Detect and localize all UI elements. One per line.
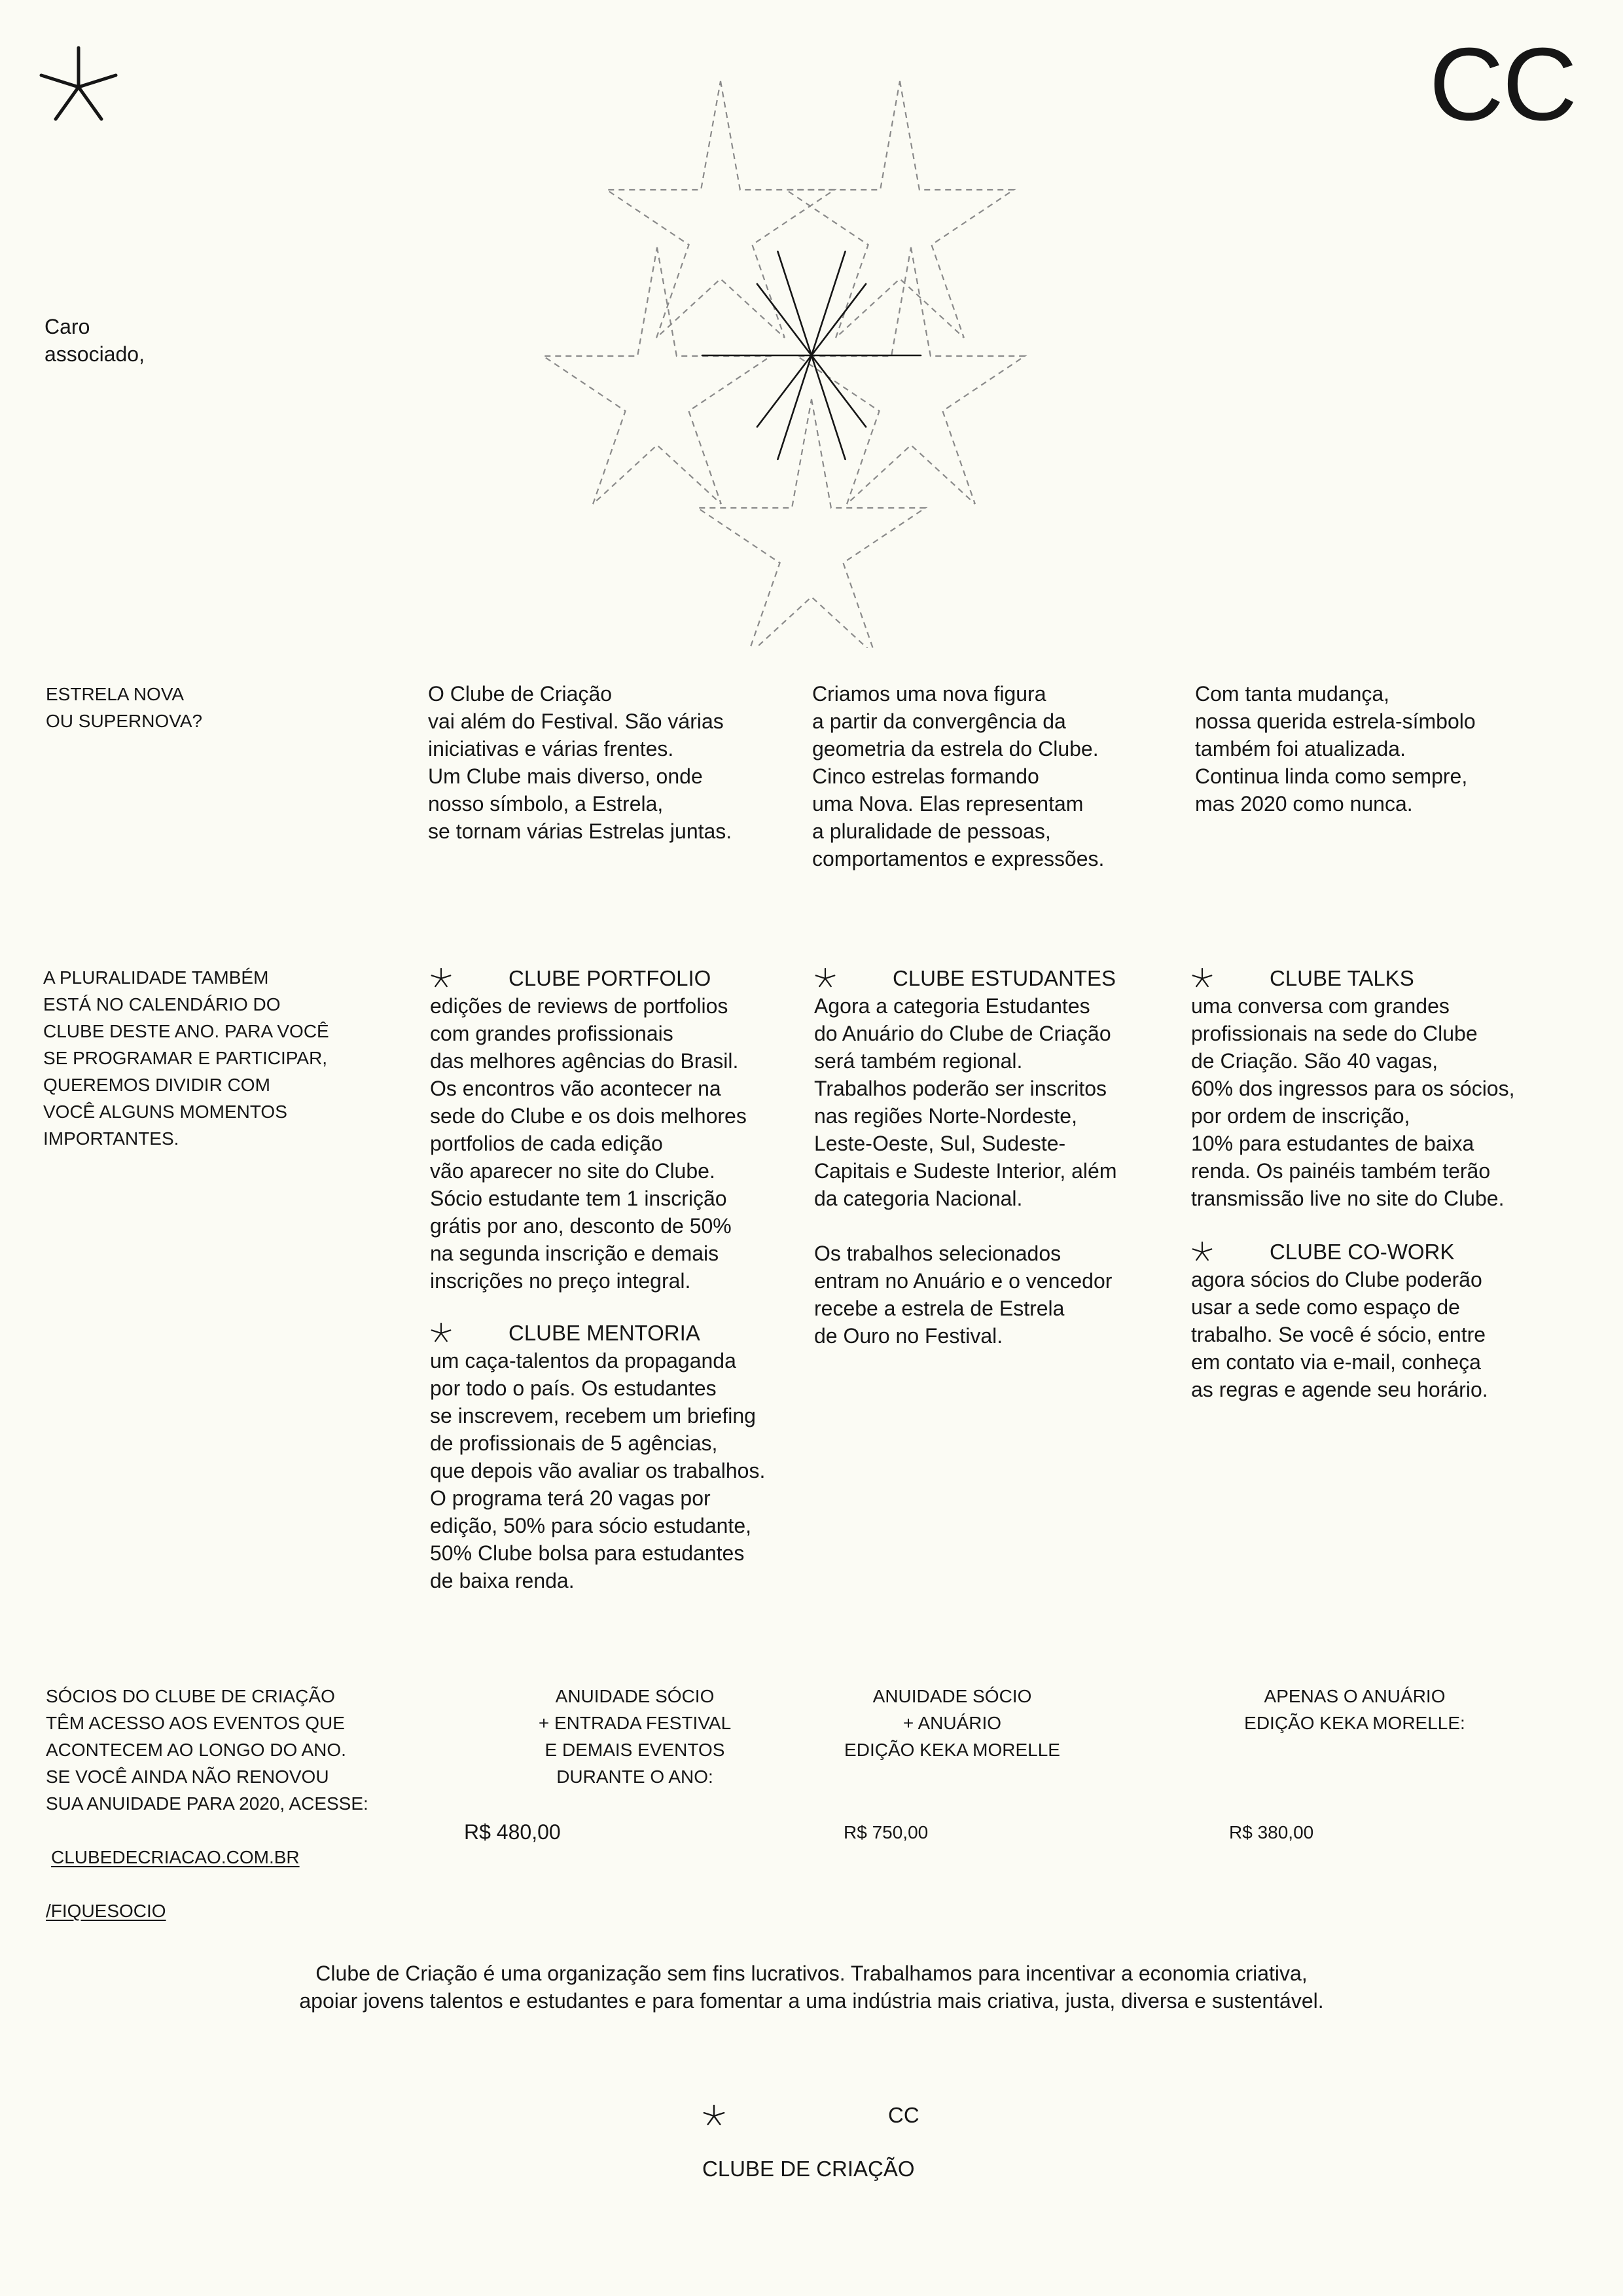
plan-3 [1230,1683,1584,1736]
section-clube-cowork [1191,1238,1597,1403]
plan-2-price: R$ 750,00 [844,1822,929,1842]
plan-label: ANUIDADE SÓCIO + ENTRADA FESTIVAL E DEMAIS EVENTOS DURANTE O ANO: [538,1686,732,1787]
supernova-illustration [510,72,1113,648]
plan-label: ANUIDADE SÓCIO + ANUÁRIO EDIÇÃO KEKA MORELLE [844,1686,1060,1760]
asterisk-star-icon [1191,1241,1270,1263]
section-title: CLUBE TALKS [1270,966,1414,990]
plan-3-price: R$ 380,00 [1229,1822,1314,1842]
section-clube-mentoria [430,1319,796,1594]
intro-column-1: O Clube de Criação vai além do Festival. São várias iniciativas e várias frentes. Um Clube mais diverso, onde nosso símbolo, a Estrela, se tornam várias Estrelas juntas. [428,682,732,843]
section-clube-portfolio [430,965,796,1295]
asterisk-star-icon [430,1322,508,1344]
header-logo [36,45,121,130]
dashed-star-2 [786,81,1014,338]
section-text: um caça-talentos da propaganda por todo o país. Os estudantes se inscrevem, recebem um briefing de profissionais de 5 agências, que depois vão avaliar os trabalhos. O programa terá 20 vagas por edição, 50% para sócio estudante, 50% Clube bolsa para estudantes de baixa renda. [430,1349,766,1592]
section-text: uma conversa com grandes profissionais na sede do Clube de Criação. São 40 vagas, 60% dos ingressos para os sócios, por ordem de inscrição, 10% para estudantes de baixa renda. Os painéis também terão transmissão live no site do Clube. [1191,994,1515,1210]
asterisk-star-icon [1191,967,1270,990]
section-clube-talks [1191,965,1597,1212]
footer-club-name: CLUBE DE CRIAÇÃO [702,2157,915,2181]
asterisk-star-icon [702,2104,726,2131]
greeting: Caro associado, [45,315,145,366]
fique-socio-link[interactable] [46,1817,412,1951]
dashed-star-4 [543,247,771,504]
footer-logo [702,2102,925,2187]
dashed-star-1 [607,81,834,338]
section-title: CLUBE MENTORIA [508,1321,700,1345]
section-text: agora sócios do Clube poderão usar a sede como espaço de trabalho. Se você é sócio, entre em contato via e-mail, conheça as regras e agende seu horário. [1191,1268,1488,1401]
membership-text: SÓCIOS DO CLUBE DE CRIAÇÃO TÊM ACESSO AOS EVENTOS QUE ACONTECEM AO LONGO DO ANO. SE VOCÊ AINDA NÃO RENOVOU SUA ANUIDADE PARA 2020, ACESSE: [46,1686,368,1814]
plan-label: APENAS O ANUÁRIO EDIÇÃO KEKA MORELLE: [1244,1686,1465,1733]
section-title: CLUBE CO-WORK [1270,1240,1455,1264]
dashed-star-3 [797,247,1025,504]
section-text: Agora a categoria Estudantes do Anuário do Clube de Criação será também regional. Trabalhos poderão ser inscritos nas regiões Norte-Nordeste, Leste-Oeste, Sul, Sudeste- Capitais e Sudeste Interior, além da categoria Nacional. Os trabalhos selecionados entram no Anuário e o vencedor recebe a estrela de Estrela de Ouro no Festival. [814,994,1117,1348]
dashed-star-5 [698,399,925,648]
header-monogram: CC [1429,27,1576,142]
membership-info [46,1683,412,1951]
calendar-heading: A PLURALIDADE TAMBÉM ESTÁ NO CALENDÁRIO DO CLUBE DESTE ANO. PARA VOCÊ SE PROGRAMAR E PARTICIPAR, QUEREMOS DIVIDIR COM VOCÊ ALGUNS MOMENTOS IMPORTANTES. [43,967,329,1149]
footer-monogram: CC [888,2103,919,2127]
section-title: CLUBE ESTUDANTES [893,966,1116,990]
asterisk-star-icon [814,967,893,990]
footer-mission: Clube de Criação é uma organização sem fins lucrativos. Trabalhamos para incentivar a economia criativa, apoiar jovens talentos e estudantes e para fomentar a uma indústria mais criativa, justa, diversa e sustentável. [299,1962,1324,2013]
plan-1-price: R$ 480,00 [464,1820,561,1844]
link-line-1: CLUBEDECRIACAO.COM.BR [51,1847,300,1867]
intro-heading: ESTRELA NOVA OU SUPERNOVA? [46,684,203,731]
intro-column-2: Criamos uma nova figura a partir da convergência da geometria da estrela do Clube. Cinco estrelas formando uma Nova. Elas representam a pluralidade de pessoas, comportamentos e expressões. [812,682,1105,870]
asterisk-star-icon [36,45,121,130]
supernova-five-stars-illustration [510,72,1113,648]
center-star-lines [702,251,921,459]
intro-column-3: Com tanta mudança, nossa querida estrela-símbolo também foi atualizada. Continua linda como sempre, mas 2020 como nunca. [1195,682,1476,816]
link-line-2: /FIQUESOCIO [46,1901,166,1921]
section-text: edições de reviews de portfolios com grandes profissionais das melhores agências do Brasil. Os encontros vão acontecer na sede do Clube e os dois melhores portfolios de cada edição vão aparecer no site do Clube. Sócio estudante tem 1 inscrição grátis por ano, desconto de 50% na segunda inscrição e demais inscrições no preço integral. [430,994,747,1293]
section-clube-estudantes [814,965,1181,1350]
section-title: CLUBE PORTFOLIO [508,966,711,990]
asterisk-star-icon [430,967,508,990]
